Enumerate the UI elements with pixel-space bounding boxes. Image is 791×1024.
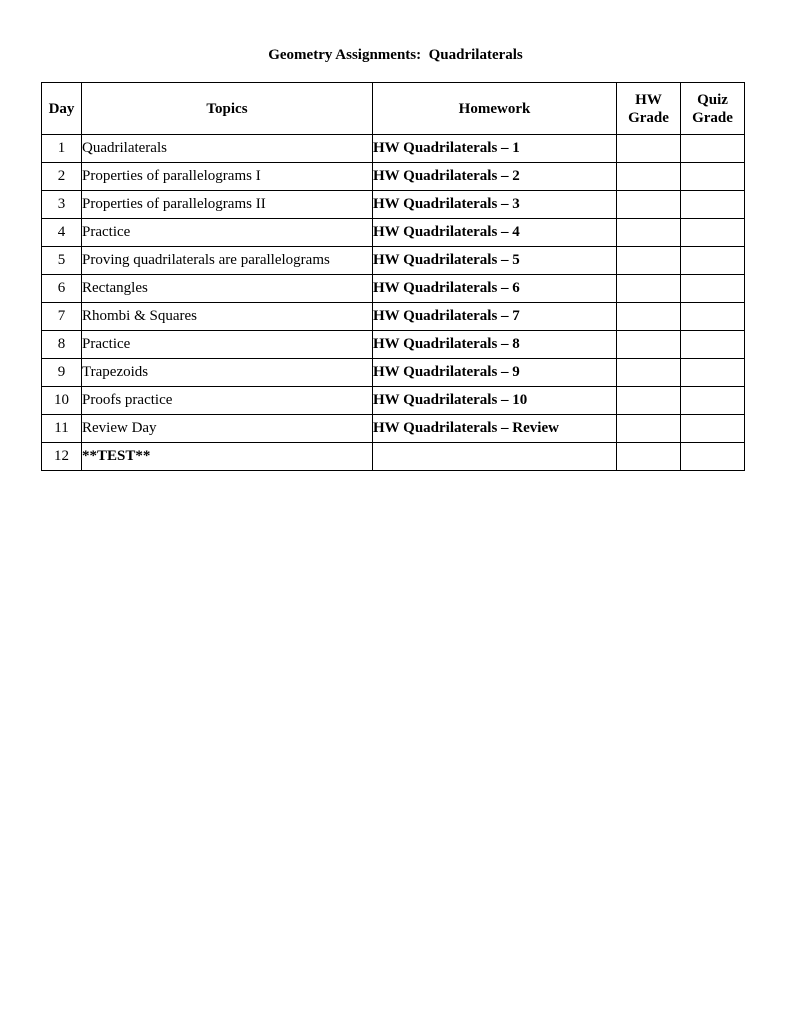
table-row (42, 387, 745, 415)
cell-quiz-grade (681, 191, 745, 219)
cell-quiz-grade (681, 415, 745, 443)
cell-homework: HW Quadrilaterals – 7 (373, 303, 617, 331)
header-hw-grade (617, 83, 681, 135)
cell-day: 7 (42, 303, 82, 331)
cell-hw-grade (617, 191, 681, 219)
header-topics: Topics (82, 83, 373, 135)
cell-day: 9 (42, 359, 82, 387)
cell-homework: HW Quadrilaterals – 6 (373, 275, 617, 303)
table-row (42, 247, 745, 275)
cell-hw-grade (617, 387, 681, 415)
table-row (42, 219, 745, 247)
cell-homework: HW Quadrilaterals – Review (373, 415, 617, 443)
cell-homework: HW Quadrilaterals – 8 (373, 331, 617, 359)
cell-quiz-grade (681, 387, 745, 415)
table-row (42, 303, 745, 331)
cell-hw-grade (617, 219, 681, 247)
header-quiz-grade-line1: Quiz (697, 91, 728, 108)
table-row (42, 443, 745, 471)
cell-day: 10 (42, 387, 82, 415)
cell-quiz-grade (681, 247, 745, 275)
cell-day: 5 (42, 247, 82, 275)
cell-homework: HW Quadrilaterals – 1 (373, 135, 617, 163)
cell-hw-grade (617, 443, 681, 471)
cell-quiz-grade (681, 359, 745, 387)
header-quiz-grade (681, 83, 745, 135)
cell-hw-grade (617, 415, 681, 443)
table-header-row (42, 83, 745, 135)
cell-day: 11 (42, 415, 82, 443)
cell-topic: **TEST** (82, 443, 373, 471)
cell-day: 4 (42, 219, 82, 247)
cell-homework: HW Quadrilaterals – 4 (373, 219, 617, 247)
cell-day: 6 (42, 275, 82, 303)
cell-quiz-grade (681, 303, 745, 331)
table-row (42, 331, 745, 359)
header-hw-grade-line2: Grade (628, 109, 669, 126)
cell-hw-grade (617, 163, 681, 191)
cell-quiz-grade (681, 331, 745, 359)
cell-day: 1 (42, 135, 82, 163)
cell-topic: Proofs practice (82, 387, 373, 415)
table-row (42, 415, 745, 443)
table-row (42, 191, 745, 219)
cell-homework: HW Quadrilaterals – 3 (373, 191, 617, 219)
table-row (42, 275, 745, 303)
cell-hw-grade (617, 247, 681, 275)
cell-homework: HW Quadrilaterals – 9 (373, 359, 617, 387)
cell-quiz-grade (681, 135, 745, 163)
cell-homework (373, 443, 617, 471)
cell-quiz-grade (681, 443, 745, 471)
assignments-table (41, 82, 745, 471)
cell-topic: Review Day (82, 415, 373, 443)
table-row (42, 135, 745, 163)
header-hw-grade-line1: HW (635, 91, 662, 108)
table-body (42, 135, 745, 471)
cell-homework: HW Quadrilaterals – 2 (373, 163, 617, 191)
cell-topic: Properties of parallelograms I (82, 163, 373, 191)
cell-topic: Quadrilaterals (82, 135, 373, 163)
header-quiz-grade-line2: Grade (692, 109, 733, 126)
cell-topic: Proving quadrilaterals are parallelograms (82, 247, 373, 275)
cell-topic: Rectangles (82, 275, 373, 303)
cell-day: 12 (42, 443, 82, 471)
cell-homework: HW Quadrilaterals – 5 (373, 247, 617, 275)
cell-topic: Rhombi & Squares (82, 303, 373, 331)
cell-quiz-grade (681, 275, 745, 303)
cell-hw-grade (617, 135, 681, 163)
cell-hw-grade (617, 303, 681, 331)
header-day: Day (42, 83, 82, 135)
cell-quiz-grade (681, 163, 745, 191)
cell-day: 8 (42, 331, 82, 359)
cell-topic: Practice (82, 219, 373, 247)
cell-topic: Trapezoids (82, 359, 373, 387)
cell-topic: Practice (82, 331, 373, 359)
cell-hw-grade (617, 359, 681, 387)
page-title: Geometry Assignments: Quadrilaterals (268, 47, 523, 63)
cell-homework: HW Quadrilaterals – 10 (373, 387, 617, 415)
table-row (42, 359, 745, 387)
table-row (42, 163, 745, 191)
cell-day: 3 (42, 191, 82, 219)
cell-topic: Properties of parallelograms II (82, 191, 373, 219)
cell-quiz-grade (681, 219, 745, 247)
cell-hw-grade (617, 331, 681, 359)
cell-day: 2 (42, 163, 82, 191)
header-homework: Homework (373, 83, 617, 135)
cell-hw-grade (617, 275, 681, 303)
